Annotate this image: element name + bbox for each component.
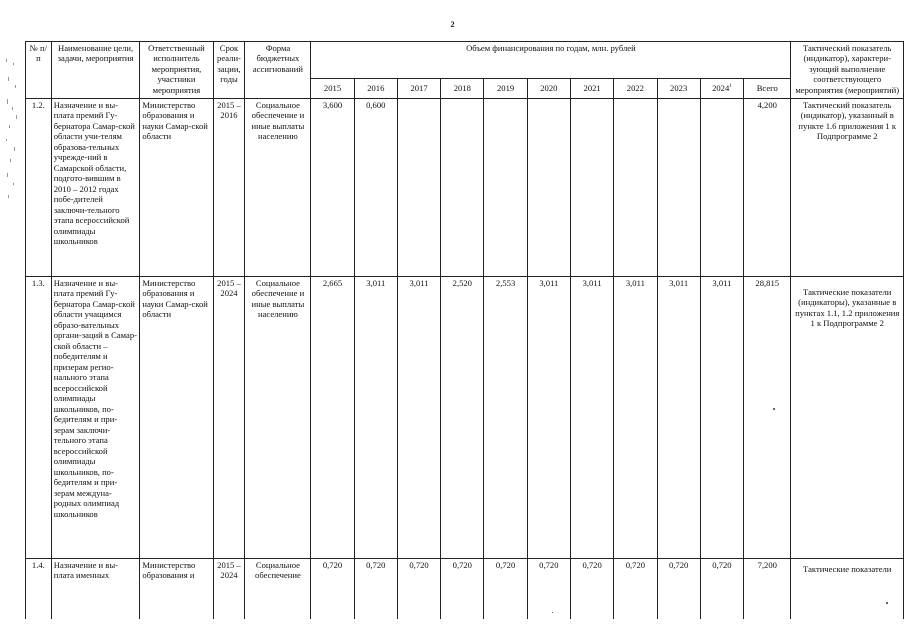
table-row — [26, 559, 904, 619]
row-num: 1.4. — [26, 559, 52, 619]
row-value: 0,600 — [354, 99, 397, 277]
row-indicator: Тактические показатели — [791, 559, 904, 619]
row-name: Назначение и вы-плата премий Гу-бернатора Самар-ской области учащимся образо-вательных органи-заций в Самар-ской области – победителям и призерам регио-нального этапа всероссийской олимпиады школьников, по-бедителям и при-зерам заключи-тельного этапа всероссийской олимпиады школьников, по-бедителям и при-зерам междуна-родных олимпиад школьников — [51, 277, 140, 559]
row-value: 2,665 — [311, 277, 354, 559]
row-value: 3,011 — [657, 277, 700, 559]
scan-speck — [773, 408, 775, 410]
row-value: 0,720 — [527, 559, 570, 619]
header-period: Срок реали-зации, годы — [213, 42, 245, 99]
footnote-mark: 1 — [729, 84, 732, 90]
scan-speck — [886, 602, 888, 604]
row-name: Назначение и вы-плата премий Гу-бернатора Самар-ской области учи-телям образова-тельных учрежде-ний в Самарской области, подгото-вившим в 2010 – 2012 годах побе-дителей заключи-тельного этапа всероссийской олимпиады школьников — [51, 99, 140, 277]
row-total: 28,815 — [744, 277, 791, 559]
year-header: 2020 — [527, 79, 570, 99]
margin-scan-marks — [4, 55, 20, 215]
row-value: 0,720 — [484, 559, 527, 619]
row-period: 2015 – 2016 — [213, 99, 245, 277]
row-value: 0,720 — [397, 559, 440, 619]
financing-table — [25, 41, 904, 619]
row-period: 2015 – 2024 — [213, 277, 245, 559]
header-num: № п/п — [26, 42, 52, 99]
header-executor: Ответственный исполнитель мероприятия, участники мероприятия — [140, 42, 213, 99]
row-value: 3,600 — [311, 99, 354, 277]
year-header: 2018 — [441, 79, 484, 99]
header-form: Форма бюджетных ассигнований — [245, 42, 311, 99]
row-value: 0,720 — [700, 559, 743, 619]
row-value: 0,720 — [657, 559, 700, 619]
header-indicator: Тактический показатель (индикатор), характери-зующий выполнение соответствующего мероприятия (мероприятий) — [791, 42, 904, 99]
table-header-row — [26, 42, 904, 79]
year-header: 2022 — [614, 79, 657, 99]
row-value: 3,011 — [570, 277, 613, 559]
row-value: 0,720 — [311, 559, 354, 619]
page-number: 2 — [450, 20, 455, 29]
row-executor: Министерство образования и науки Самар-ской области — [140, 99, 213, 277]
scan-speck — [552, 612, 553, 613]
row-name: Назначение и вы-плата именных — [51, 559, 140, 619]
row-value — [657, 99, 700, 277]
row-value: 3,011 — [397, 277, 440, 559]
row-value — [484, 99, 527, 277]
row-num: 1.2. — [26, 99, 52, 277]
row-executor: Министерство образования и науки Самар-ской области — [140, 277, 213, 559]
row-form: Социальное обеспечение и иные выплаты населению — [245, 99, 311, 277]
table-row — [26, 99, 904, 277]
year-header-label: 2024 — [712, 83, 730, 93]
row-total: 4,200 — [744, 99, 791, 277]
row-value — [441, 99, 484, 277]
row-value: 0,720 — [441, 559, 484, 619]
row-form: Социальное обеспечение и иные выплаты населению — [245, 277, 311, 559]
year-header: 2019 — [484, 79, 527, 99]
header-name: Наименование цели, задачи, мероприятия — [51, 42, 140, 99]
row-indicator: Тактические показатели (индикаторы), указанные в пунктах 1.1, 1.2 приложения 1 к Подпрограмме 2 — [791, 277, 904, 559]
year-header: 2021 — [570, 79, 613, 99]
year-header — [700, 79, 743, 99]
row-value — [614, 99, 657, 277]
row-value: 3,011 — [700, 277, 743, 559]
row-value: 0,720 — [570, 559, 613, 619]
row-value — [700, 99, 743, 277]
row-value: 0,720 — [354, 559, 397, 619]
row-value: 2,553 — [484, 277, 527, 559]
row-total: 7,200 — [744, 559, 791, 619]
row-executor: Министерство образования и — [140, 559, 213, 619]
row-value — [397, 99, 440, 277]
row-indicator: Тактический показатель (индикатор), указанный в пункте 1.6 приложения 1 к Подпрограмме 2 — [791, 99, 904, 277]
year-header: 2016 — [354, 79, 397, 99]
row-value: 3,011 — [527, 277, 570, 559]
table-row — [26, 277, 904, 559]
year-header: 2015 — [311, 79, 354, 99]
row-num: 1.3. — [26, 277, 52, 559]
total-header: Всего — [744, 79, 791, 99]
row-value: 3,011 — [614, 277, 657, 559]
row-period: 2015 – 2024 — [213, 559, 245, 619]
year-header: 2017 — [397, 79, 440, 99]
year-header: 2023 — [657, 79, 700, 99]
row-form: Социальное обеспечение — [245, 559, 311, 619]
row-value — [527, 99, 570, 277]
row-value: 2,520 — [441, 277, 484, 559]
header-funding: Объем финансирования по годам, млн. рублей — [311, 42, 791, 79]
row-value: 3,011 — [354, 277, 397, 559]
row-value — [570, 99, 613, 277]
row-value: 0,720 — [614, 559, 657, 619]
